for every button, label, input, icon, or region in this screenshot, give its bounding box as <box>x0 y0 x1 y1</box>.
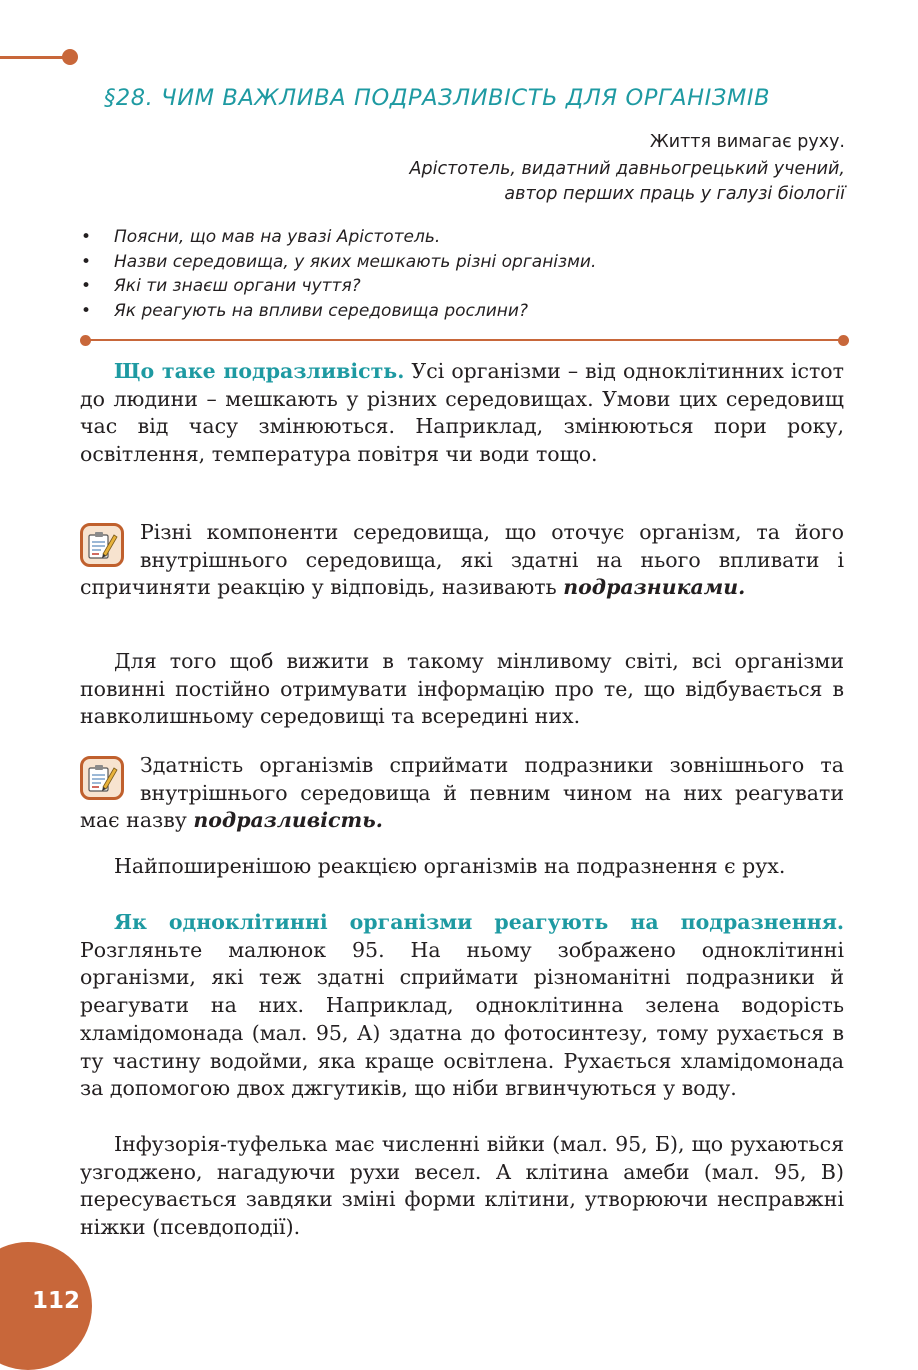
definition-term: подразниками. <box>563 575 746 600</box>
paragraph-paramecium-amoeba: Інфузорія-туфелька має численні війки (мал. 95, Б), що рухаються узгоджено, нагадуючи рухи весел. А клітина амеби (мал. 95, В) пересувається завдяки зміні форми клітини, утворюючи несправжні ніжки (псевдоподії). <box>80 1132 844 1240</box>
paragraph-irritability-intro <box>80 358 844 469</box>
top-decor-dot <box>62 49 78 65</box>
paragraph-text: Розгляньте малюнок 95. На ньому зображено одноклітинні організми, які теж здатні сприймати різноманітні подразники й реагувати на них. Наприклад, одноклітинна зелена водорість хламідомонада (мал. 95, А) здатна до фотосинтезу, тому рухається в ту частину водойми, яка краще освітлена. Рухається хламідомонада за допомогою двох джгутиків, що ніби вгвинчуються у воду. <box>80 937 844 1101</box>
paragraph-movement: Найпоширенішою реакцією організмів на подразнення є рух. <box>114 854 786 878</box>
notepad-icon <box>80 523 124 567</box>
question-item: • Назви середовища, у яких мешкають різні організми. <box>80 250 840 275</box>
definition-irritability <box>80 752 844 835</box>
definition-body: Здатність організмів сприймати подразники зовнішнього та внутрішнього середовища й певним чином на них реагувати має назву <box>80 753 844 833</box>
question-list <box>80 225 840 323</box>
section-title: §28. ЧИМ ВАЖЛИВА ПОДРАЗЛИВІСТЬ ДЛЯ ОРГАНІЗМІВ <box>104 85 771 111</box>
epigraph-source-line2: автор перших праць у галузі біології <box>504 184 845 204</box>
definition-term: подразливість. <box>193 808 383 833</box>
question-item: • Поясни, що мав на увазі Арістотель. <box>80 225 840 250</box>
divider-line <box>82 339 844 341</box>
notepad-icon <box>80 756 124 800</box>
paragraph-unicellular <box>80 909 844 1103</box>
heading-unicellular-response: Як одноклітинні організми реагують на подразнення. <box>114 910 844 934</box>
definition-text <box>80 519 844 602</box>
paragraph-information: Для того щоб вижити в такому мінливому світі, всі організми повинні постійно отримувати інформацію про те, що відбувається в навколишньому середовищі та всередині них. <box>80 649 844 729</box>
epigraph-quote: Життя вимагає руху. <box>649 132 845 152</box>
question-item: • Які ти знаєш органи чуття? <box>80 274 840 299</box>
divider-dot-right <box>838 335 849 346</box>
epigraph <box>410 130 846 207</box>
divider-dot-left <box>80 335 91 346</box>
definition-stimuli <box>80 519 844 602</box>
definition-text <box>80 752 844 835</box>
top-decor-line <box>0 56 66 59</box>
definition-body: Різні компоненти середовища, що оточує організм, та його внутрішнього середовища, які здатні на нього впливати і спричиняти реакцію у відповідь, називають <box>80 520 844 600</box>
paragraph-text: Усі організми – від одноклітинних істот до людини – мешкають у різних середовищах. Умови цих середовищ час від часу змінюються. Наприклад, змінюються пори року, освітлення, температура повітря чи води тощо. <box>80 359 844 467</box>
epigraph-source-line1: Арістотель, видатний давньогрецький учений, <box>409 159 845 179</box>
heading-what-is-irritability: Що таке подразливість. <box>114 359 405 383</box>
page-number: 112 <box>31 1288 80 1314</box>
question-item: • Як реагують на впливи середовища рослини? <box>80 299 840 324</box>
